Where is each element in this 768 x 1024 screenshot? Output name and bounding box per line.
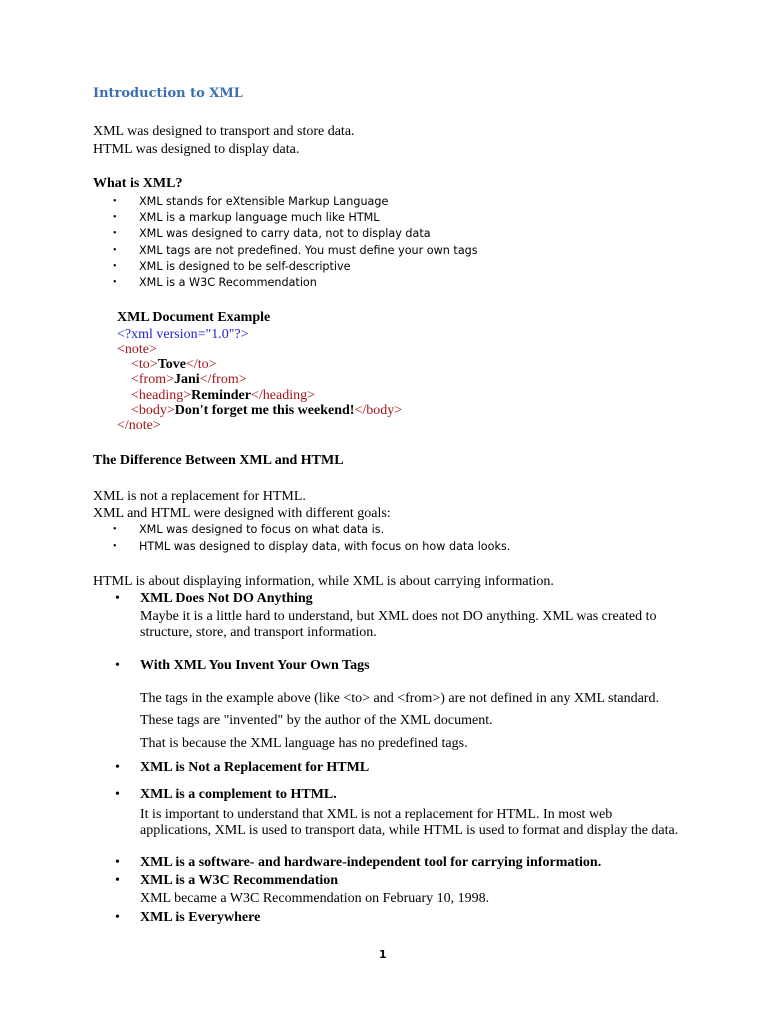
bullet-icon: • — [115, 910, 120, 925]
bullet-icon: • — [115, 658, 120, 673]
section-title: XML is a complement to HTML. — [140, 787, 337, 802]
what-is-xml-item: XML was designed to carry data, not to display data — [139, 227, 431, 240]
from-value: Jani — [174, 372, 200, 387]
from-element — [131, 372, 247, 387]
bullet-icon: • — [113, 196, 117, 207]
body-close-tag: </body> — [354, 403, 403, 418]
bullet-icon: • — [113, 541, 117, 552]
note-open-tag: <note> — [117, 342, 157, 357]
from-open-tag: <from> — [131, 372, 175, 387]
section-text: Maybe it is a little hard to understand, but XML does not DO anything. XML was created to structure, store, and transport information. — [140, 609, 657, 640]
example-heading: XML Document Example — [117, 310, 271, 325]
bullet-icon: • — [113, 524, 117, 535]
difference-heading: The Difference Between XML and HTML — [93, 453, 344, 468]
to-close-tag: </to> — [185, 357, 217, 372]
body-open-tag: <body> — [131, 403, 175, 418]
intro-line-1: XML was designed to transport and store data. — [93, 124, 355, 139]
bullet-icon: • — [115, 873, 120, 888]
section-title: XML is a W3C Recommendation — [140, 873, 339, 888]
from-close-tag: </from> — [199, 372, 247, 387]
difference-line-2: XML and HTML were designed with different goals: — [93, 506, 391, 521]
heading-close-tag: </heading> — [251, 388, 315, 403]
bullet-icon: • — [115, 591, 120, 606]
page-number: 1 — [379, 948, 387, 961]
what-is-xml-item: XML stands for eXtensible Markup Language — [139, 195, 389, 208]
difference-item: HTML was designed to display data, with focus on how data looks. — [139, 540, 511, 553]
invent-tags-paragraph-3: That is because the XML language has no predefined tags. — [140, 736, 468, 751]
xml-declaration: <?xml version="1.0"?> — [117, 327, 249, 342]
section-text: It is important to understand that XML is not a replacement for HTML. In most web applications, XML is used to transport data, while HTML is used to format and display the data. — [140, 807, 679, 838]
invent-tags-paragraph-1: The tags in the example above (like <to> and <from>) are not defined in any XML standard. — [140, 691, 659, 706]
invent-tags-paragraph-2: These tags are "invented" by the author of the XML document. — [140, 713, 493, 728]
bullet-icon: • — [115, 855, 120, 870]
section-title: With XML You Invent Your Own Tags — [140, 658, 370, 673]
bullet-icon: • — [113, 261, 117, 272]
bullet-icon: • — [115, 760, 120, 775]
section-text: XML became a W3C Recommendation on February 10, 1998. — [140, 891, 490, 906]
bullet-icon: • — [113, 212, 117, 223]
to-element — [131, 357, 217, 372]
heading-open-tag: <heading> — [131, 388, 192, 403]
difference-summary: HTML is about displaying information, while XML is about carrying information. — [93, 574, 554, 589]
note-close-tag: </note> — [117, 418, 161, 433]
intro-line-2: HTML was designed to display data. — [93, 142, 300, 157]
section-title: XML Does Not DO Anything — [140, 591, 313, 606]
what-is-xml-item: XML tags are not predefined. You must define your own tags — [139, 244, 478, 257]
page-title: Introduction to XML — [93, 86, 243, 101]
body-element — [131, 403, 402, 418]
heading-element — [131, 388, 315, 403]
difference-line-1: XML is not a replacement for HTML. — [93, 489, 306, 504]
section-title: XML is a software- and hardware-independent tool for carrying information. — [140, 855, 602, 870]
what-is-xml-item: XML is a W3C Recommendation — [139, 276, 317, 289]
to-value: Tove — [157, 357, 186, 372]
what-is-xml-heading: What is XML? — [93, 176, 183, 191]
what-is-xml-item: XML is designed to be self-descriptive — [139, 260, 351, 273]
heading-value: Reminder — [191, 388, 251, 403]
difference-item: XML was designed to focus on what data is. — [139, 523, 385, 536]
to-open-tag: <to> — [131, 357, 158, 372]
bullet-icon: • — [113, 245, 117, 256]
body-value: Don't forget me this weekend! — [174, 403, 355, 418]
bullet-icon: • — [113, 228, 117, 239]
section-title: XML is Everywhere — [140, 910, 261, 925]
bullet-icon: • — [113, 277, 117, 288]
bullet-icon: • — [115, 787, 120, 802]
section-title: XML is Not a Replacement for HTML — [140, 760, 370, 775]
what-is-xml-item: XML is a markup language much like HTML — [139, 211, 380, 224]
